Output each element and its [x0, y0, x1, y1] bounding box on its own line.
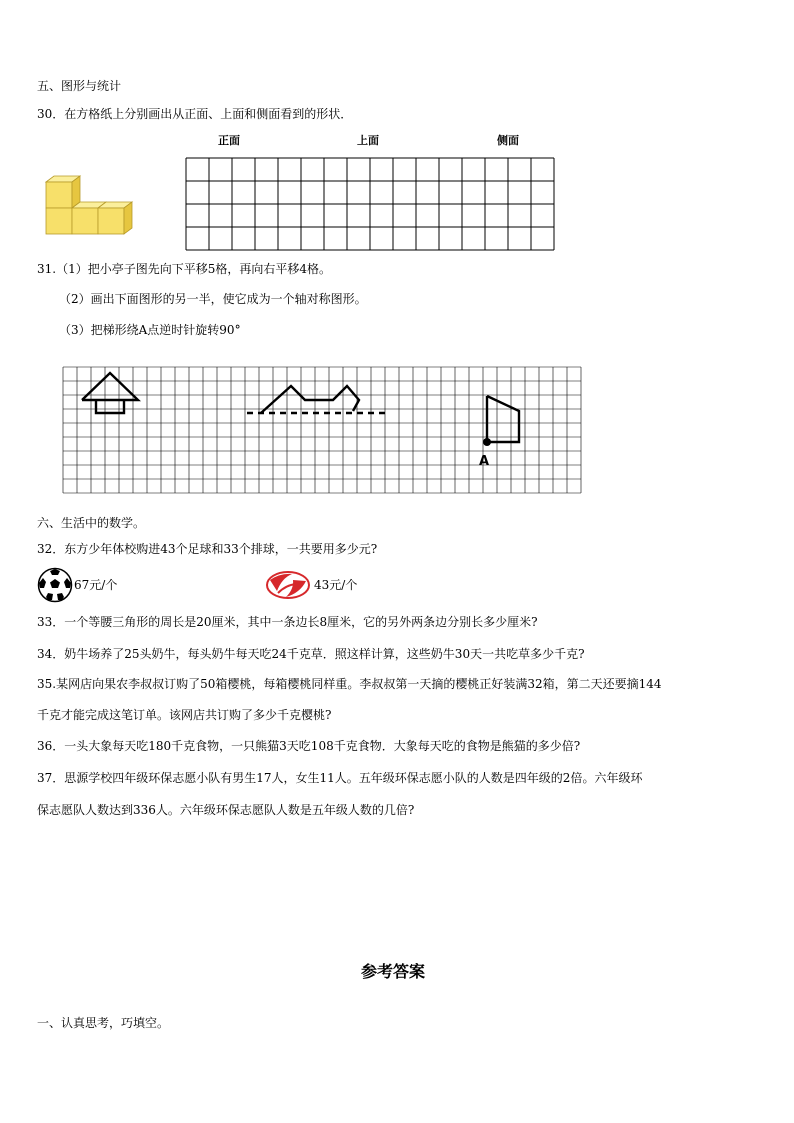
question-30: 30．在方格纸上分别画出从正面、上面和侧面看到的形状．: [37, 107, 353, 121]
football-price: 67元/个: [74, 578, 118, 592]
question-33: 33．一个等腰三角形的周长是20厘米，其中一条边长8厘米，它的另外两条边分别长多少厘米?: [37, 615, 538, 629]
answer-title: 参考答案: [361, 962, 426, 981]
question-31-part1: 31.（1）把小亭子图先向下平移5格，再向右平移4格。: [37, 262, 331, 276]
q31-square-grid[interactable]: [63, 367, 583, 491]
answer-section-one: 一、认真思考，巧填空。: [37, 1016, 170, 1030]
football-icon: [37, 567, 73, 603]
question-37-line2: 保志愿队人数达到336人。六年级环保志愿队人数是五年级人数的几倍?: [37, 803, 415, 817]
section-six-title: 六、生活中的数学。: [37, 516, 146, 530]
question-37-line1: 37．思源学校四年级环保志愿小队有男生17人，女生11人。五年级环保志愿小队的人数是四年级的2倍。六年级环: [37, 771, 643, 785]
view-label-side: 侧面: [497, 134, 519, 147]
point-a-marker: [483, 438, 491, 446]
view-label-top: 上面: [357, 134, 379, 147]
question-35-line1: 35.某网店向果农李叔叔订购了50箱樱桃，每箱樱桃同样重。李叔叔第一天摘的樱桃正好装满32箱，第二天还要摘144: [37, 677, 662, 691]
question-34: 34．奶牛场养了25头奶牛，每头奶牛每天吃24千克草．照这样计算，这些奶牛30天一共吃草多少千克?: [37, 647, 585, 661]
question-32: 32．东方少年体校购进43个足球和33个排球，一共要用多少元?: [37, 542, 378, 556]
q30-square-grid[interactable]: [186, 158, 556, 248]
point-a-label: A: [479, 454, 490, 469]
question-36: 36．一头大象每天吃180千克食物，一只熊猫3天吃108千克食物．大象每天吃的食物是熊猫的多少倍?: [37, 739, 581, 753]
question-31-part2: （2）画出下面图形的另一半，使它成为一个轴对称图形。: [59, 292, 367, 306]
volleyball-icon: [266, 571, 310, 599]
view-label-front: 正面: [218, 134, 240, 147]
trapezoid-figure: [487, 396, 519, 442]
volleyball-price: 43元/个: [314, 578, 358, 592]
pavilion-figure: [82, 373, 138, 413]
section-five-title: 五、图形与统计: [37, 79, 122, 93]
question-31-part3: （3）把梯形绕A点逆时针旋转90°: [59, 323, 241, 337]
cube-stack-figure: [44, 172, 134, 242]
question-35-line2: 千克才能完成这笔订单。该网店共订购了多少千克樱桃?: [37, 708, 332, 722]
